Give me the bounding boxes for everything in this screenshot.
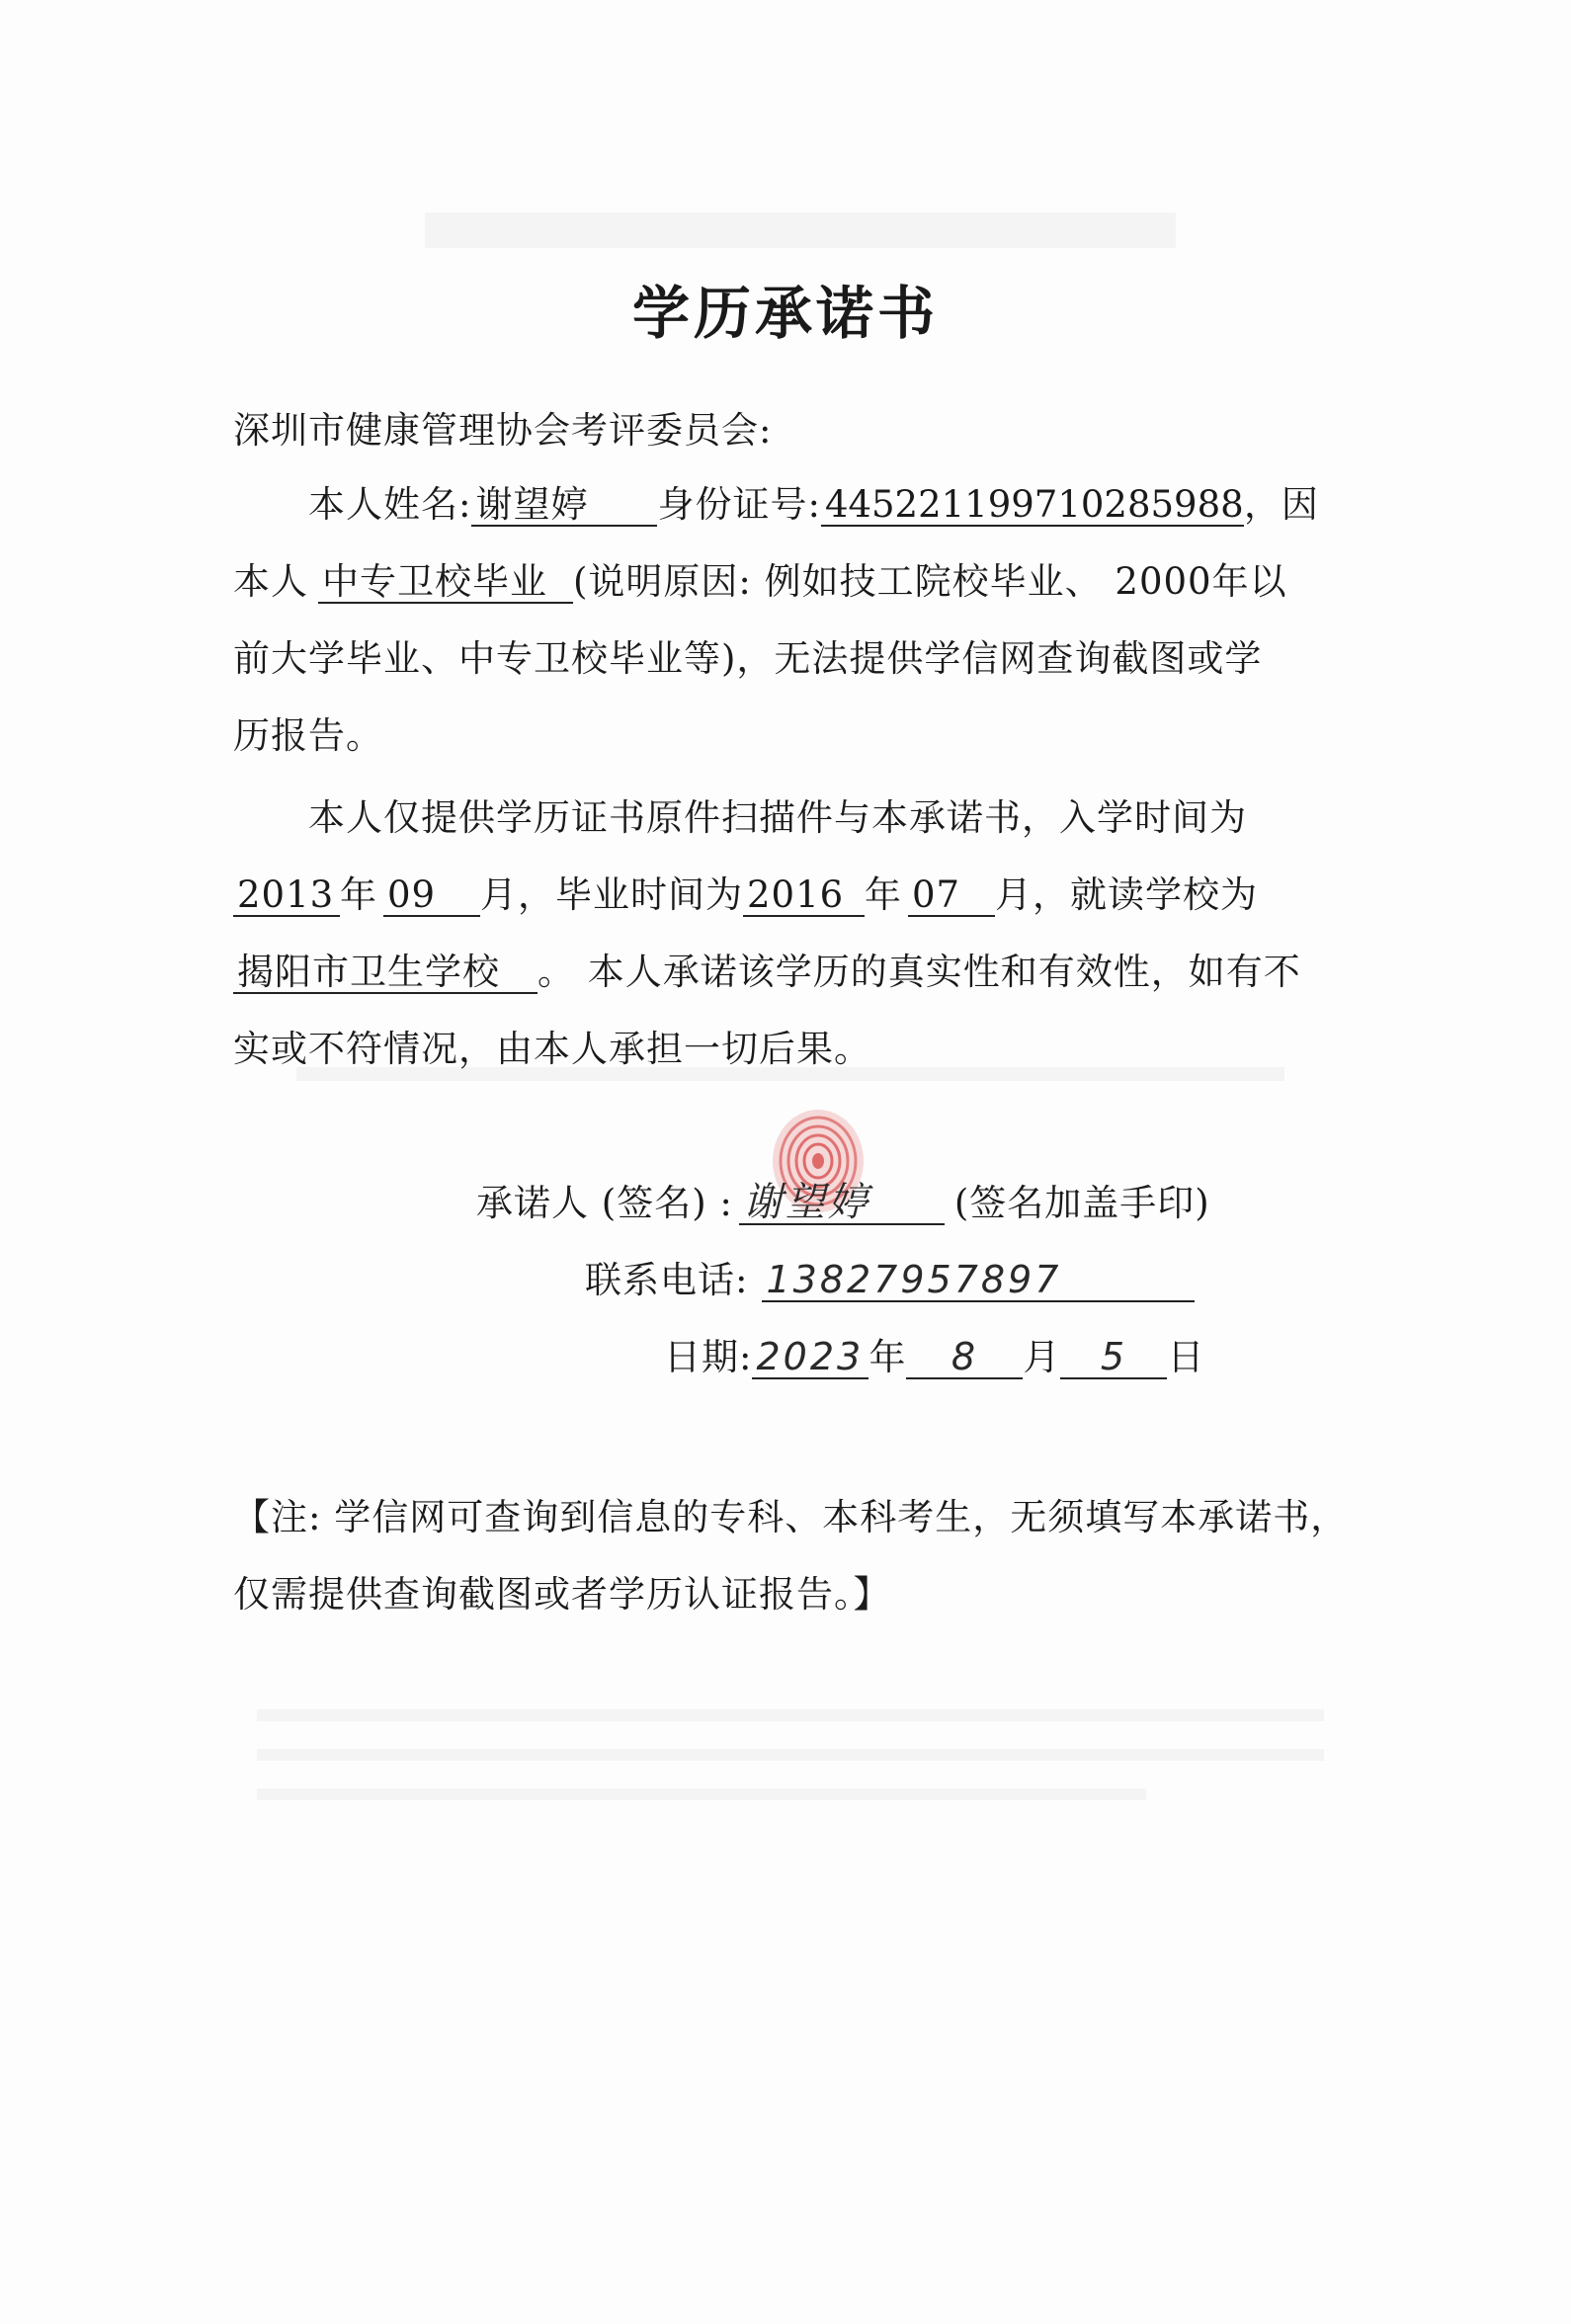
date-month-field: 8 bbox=[906, 1338, 1023, 1379]
id-suffix: ，因 bbox=[1243, 483, 1319, 526]
reason-explanation: (说明原因: 例如技工院校毕业、 2000年以 bbox=[573, 560, 1287, 603]
bleed-through-band bbox=[257, 1749, 1324, 1761]
name-label: 本人姓名: bbox=[308, 483, 472, 526]
date-row bbox=[664, 1327, 1204, 1380]
p1-line4: 历报告。 bbox=[233, 714, 383, 757]
addressee: 深圳市健康管理协会考评委员会: bbox=[233, 409, 773, 452]
school-label: 月，就读学校为 bbox=[995, 873, 1258, 916]
note-line2: 仅需提供查询截图或者学历认证报告。】 bbox=[233, 1573, 891, 1616]
p2-line1: 本人仅提供学历证书原件扫描件与本承诺书，入学时间为 bbox=[308, 796, 1247, 839]
id-label: 身份证号: bbox=[657, 483, 821, 526]
date-year-char: 年 bbox=[868, 1336, 907, 1378]
signature-label: 承诺人 (签名) : bbox=[476, 1182, 733, 1224]
p2-line2 bbox=[233, 865, 1258, 918]
p1-line2 bbox=[233, 551, 1287, 605]
enroll-year-char: 年 bbox=[340, 873, 377, 916]
id-number-field: 445221199710285988 bbox=[821, 486, 1244, 527]
signature-field: 谢望婷 bbox=[739, 1182, 945, 1225]
p1-line3: 前大学毕业、中专卫校毕业等)，无法提供学信网查询截图或学 bbox=[233, 637, 1263, 680]
bleed-through-band bbox=[257, 1709, 1324, 1721]
bleed-through-band bbox=[425, 212, 1176, 248]
school-field: 揭阳市卫生学校 bbox=[233, 954, 537, 994]
p1-line1 bbox=[308, 474, 1319, 528]
p2-line4: 实或不符情况，由本人承担一切后果。 bbox=[233, 1028, 871, 1070]
reason-prefix: 本人 bbox=[233, 560, 308, 603]
name-field: 谢望婷 bbox=[471, 486, 657, 527]
date-year-field: 2023 bbox=[752, 1338, 868, 1379]
signature-suffix: (签名加盖手印) bbox=[953, 1182, 1210, 1224]
phone-field: 13827957897 bbox=[762, 1261, 1195, 1302]
date-label: 日期: bbox=[664, 1336, 753, 1378]
enroll-month-char: 月 bbox=[480, 873, 518, 916]
note-line1: 【注: 学信网可查询到信息的专科、本科考生，无须填写本承诺书， bbox=[233, 1496, 1349, 1538]
document-title: 学历承诺书 bbox=[631, 280, 939, 347]
date-day-field: 5 bbox=[1060, 1338, 1167, 1379]
enroll-year-field: 2013 bbox=[233, 876, 340, 917]
bleed-through-band bbox=[257, 1788, 1146, 1800]
p2-line3 bbox=[233, 942, 1301, 995]
grad-year-field: 2016 bbox=[743, 876, 865, 917]
reason-field: 中专卫校毕业 bbox=[318, 563, 573, 604]
date-day-char: 日 bbox=[1167, 1336, 1205, 1378]
enroll-month-field: 09 bbox=[383, 876, 480, 917]
phone-label: 联系电话: bbox=[585, 1259, 749, 1301]
signature-row bbox=[476, 1173, 1210, 1226]
grad-month-field: 07 bbox=[908, 876, 995, 917]
phone-row bbox=[585, 1250, 1195, 1303]
commitment-text: 。 本人承诺该学历的真实性和有效性，如有不 bbox=[537, 951, 1301, 993]
grad-label: ，毕业时间为 bbox=[518, 873, 743, 916]
grad-year-char: 年 bbox=[865, 873, 902, 916]
date-month-char: 月 bbox=[1023, 1336, 1061, 1378]
